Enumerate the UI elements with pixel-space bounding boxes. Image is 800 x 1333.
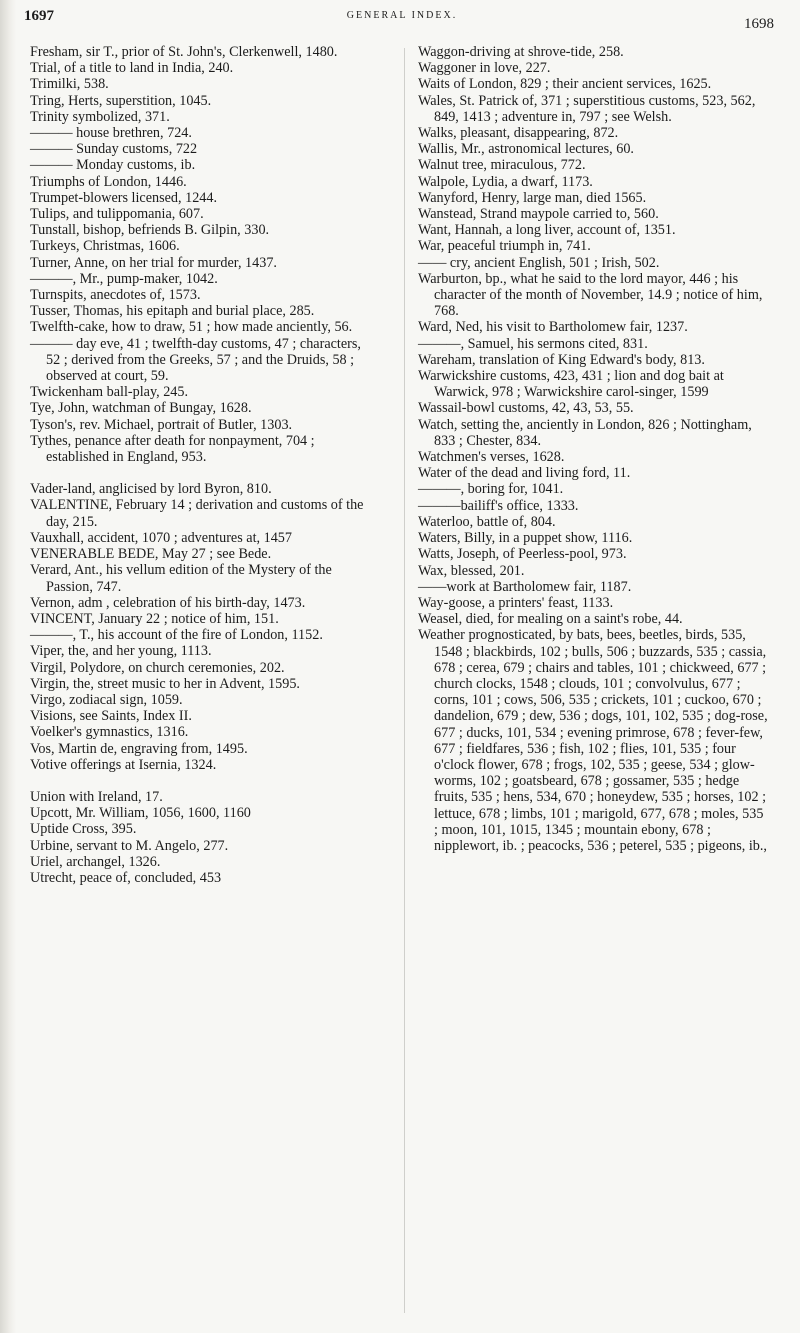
index-entry: Want, Hannah, a long liver, account of, 1351. [418, 222, 676, 239]
page-number-right: 1698 [744, 16, 774, 32]
index-entry: Tring, Herts, superstition, 1045. [30, 92, 212, 109]
index-entry: Uriel, archangel, 1326. [30, 853, 161, 870]
index-entry: Weasel, died, for mealing on a saint's robe, 44. [418, 611, 683, 628]
page-binding-shadow [0, 0, 16, 1333]
index-entry: Virgil, Polydore, on church ceremonies, 202. [30, 659, 285, 676]
index-entry: Vauxhall, accident, 1070 ; adventures at, 1457 [30, 529, 292, 546]
index-entry: Tythes, penance after death for nonpayment, 704 ; established in England, 953. [30, 432, 315, 466]
index-entry: Wareham, translation of King Edward's body, 813. [418, 351, 705, 368]
index-entry: ———, boring for, 1041. [418, 481, 564, 498]
index-entry: VINCENT, January 22 ; notice of him, 151. [30, 610, 279, 627]
index-entry: ———bailiff's office, 1333. [418, 497, 579, 514]
index-entry: Wassail-bowl customs, 42, 43, 53, 55. [418, 400, 634, 417]
index-entry: Twickenham ball-play, 245. [30, 384, 189, 401]
index-entry: Walks, pleasant, disappearing, 872. [418, 125, 619, 142]
index-entry: Turnspits, anecdotes of, 1573. [30, 287, 201, 304]
index-entry: Utrecht, peace of, concluded, 453 [30, 869, 222, 886]
index-entry: ———, Samuel, his sermons cited, 831. [418, 335, 648, 352]
index-entry: Visions, see Saints, Index II. [30, 708, 192, 725]
index-entry: Warwickshire customs, 423, 431 ; lion and dog bait at Warwick, 978 ; Warwickshire carol-singer, 1599 [418, 368, 724, 401]
index-entry: Fresham, sir T., prior of St. John's, Clerkenwell, 1480. [30, 44, 338, 60]
index-entry: Trinity symbolized, 371. [30, 108, 170, 125]
index-entry: ——— day eve, 41 ; twelfth-day customs, 47 ; characters, 52 ; derived from the Greeks, 57 ; and the Druids, 58 ; observed at court, 59. [30, 335, 361, 385]
index-entry: Turkeys, Christmas, 1606. [30, 238, 180, 255]
index-entry: Viper, the, and her young, 1113. [30, 643, 212, 660]
index-entry: VENERABLE BEDE, May 27 ; see Bede. [30, 546, 272, 563]
index-entry: Votive offerings at Isernia, 1324. [30, 756, 217, 773]
index-column-left [30, 44, 375, 886]
index-entry: ——work at Bartholomew fair, 1187. [418, 578, 632, 595]
index-entry: Waggoner in love, 227. [418, 60, 551, 77]
index-entry: Virgo, zodiacal sign, 1059. [30, 691, 183, 708]
running-head: GENERAL INDEX. [346, 10, 458, 21]
index-entry: Virgin, the, street music to her in Advent, 1595. [30, 675, 300, 692]
index-entry: Way-goose, a printers' feast, 1133. [418, 594, 614, 611]
index-entry: Tulips, and tulippomania, 607. [30, 206, 204, 223]
index-entry: ———, T., his account of the fire of London, 1152. [30, 627, 323, 644]
index-entry: Trimilki, 538. [30, 76, 109, 93]
index-entry: ——— Monday customs, ib. [30, 157, 196, 174]
index-entry: ——— Sunday customs, 722 [30, 141, 198, 158]
page-number-left: 1697 [24, 8, 54, 24]
index-entry: Wax, blessed, 201. [418, 562, 525, 579]
index-entry: Waters, Billy, in a puppet show, 1116. [418, 530, 633, 547]
index-entry: Weather prognosticated, by bats, bees, beetles, birds, 535, 1548 ; blackbirds, 102 ; bulls, 506 ; buzzards, 535 ; cassia, 678 ; cerea, 679 ; chairs and tables, 101 ; chickweed, 677 ; church clocks, 1548 ; clouds, 101 ; convolvulus, 677 ; corns, 101 ; cows, 506, 535 ; crickets, 101 ; cuckoo, 670 ; dandelion, 679 ; dew, 536 ; dogs, 101, 102, 535 ; dog-rose, 677 ; ducks, 101, 534 ; evening primrose, 678 ; fever-few, 677 ; fieldfares, 536 ; fish, 102 ; flies, 101, 535 ; four o'clock flower, 678 ; frogs, 102, 535 ; geese, 534 ; glow-worms, 102 ; goatsbeard, 678 ; gossamer, 535 ; hedge fruits, 535 ; hens, 534, 670 ; honeydew, 535 ; horses, 102 ; lettuce, 678 ; limbs, 101 ; marigold, 677, 678 ; moles, 535 ; moon, 101, 1015, 1345 ; mountain ebony, 678 ; nipplewort, ib. ; peacocks, 536 ; peterel, 535 ; pigeons, ib., [418, 627, 768, 854]
index-entry: Tyson's, rev. Michael, portrait of Butler, 1303. [30, 416, 293, 433]
index-entry: Warburton, bp., what he said to the lord mayor, 446 ; his character of the month of November, 14.9 ; notice of him, 768. [418, 270, 763, 320]
index-entry: Walpole, Lydia, a dwarf, 1173. [418, 173, 593, 190]
index-entry: Verard, Ant., his vellum edition of the Mystery of the Passion, 747. [30, 562, 332, 595]
index-entry: Trial, of a title to land in India, 240. [30, 60, 234, 77]
index-entry: Union with Ireland, 17. [30, 788, 163, 805]
index-entry: Wales, St. Patrick of, 371 ; superstitious customs, 523, 562, 849, 1413 ; adventure in, 797 ; see Welsh. [418, 92, 756, 125]
index-entry: Watts, Joseph, of Peerless-pool, 973. [418, 546, 627, 563]
index-entry: Tunstall, bishop, befriends B. Gilpin, 330. [30, 222, 270, 239]
section-gap [30, 773, 375, 789]
index-entry: Vader-land, anglicised by lord Byron, 810. [30, 481, 272, 498]
index-entry: Vernon, adm , celebration of his birth-day, 1473. [30, 594, 306, 611]
section-gap [30, 465, 375, 481]
index-entry: Water of the dead and living ford, 11. [418, 465, 631, 482]
index-entry: Tusser, Thomas, his epitaph and burial place, 285. [30, 303, 315, 320]
index-entry: ———, Mr., pump-maker, 1042. [30, 270, 218, 287]
index-entry: Triumphs of London, 1446. [30, 173, 187, 190]
index-entry: Waits of London, 829 ; their ancient services, 1625. [418, 76, 712, 93]
index-entry: Watch, setting the, anciently in London, 826 ; Nottingham, 833 ; Chester, 834. [418, 416, 752, 449]
index-entry: Tye, John, watchman of Bungay, 1628. [30, 400, 252, 417]
index-entry: Waterloo, battle of, 804. [418, 513, 556, 530]
index-entry: ——— house brethren, 724. [30, 125, 192, 142]
index-entry: Wanyford, Henry, large man, died 1565. [418, 189, 647, 206]
index-entry: Watchmen's verses, 1628. [418, 449, 565, 466]
index-entry: War, peaceful triumph in, 741. [418, 238, 591, 255]
index-entry: Trumpet-blowers licensed, 1244. [30, 189, 218, 206]
index-entry: Urbine, servant to M. Angelo, 277. [30, 837, 229, 854]
index-column-right [418, 44, 770, 854]
index-entry: Uptide Cross, 395. [30, 821, 137, 838]
column-divider [404, 48, 405, 1313]
index-entry: VALENTINE, February 14 ; derivation and customs of the day, 215. [30, 497, 364, 530]
index-entry: Upcott, Mr. William, 1056, 1600, 1160 [30, 805, 251, 822]
index-entry: Twelfth-cake, how to draw, 51 ; how made anciently, 56. [30, 319, 353, 336]
index-entry: Walnut tree, miraculous, 772. [418, 157, 586, 174]
index-entry: Turner, Anne, on her trial for murder, 1437. [30, 254, 277, 271]
index-entry: Voelker's gymnastics, 1316. [30, 724, 189, 741]
index-entry: Waggon-driving at shrove-tide, 258. [418, 44, 624, 60]
index-entry: Wanstead, Strand maypole carried to, 560. [418, 206, 659, 223]
index-entry: Ward, Ned, his visit to Bartholomew fair, 1237. [418, 319, 688, 336]
page-header [24, 8, 780, 38]
index-entry: Vos, Martin de, engraving from, 1495. [30, 740, 248, 757]
index-entry: Wallis, Mr., astronomical lectures, 60. [418, 141, 634, 158]
index-entry: —— cry, ancient English, 501 ; Irish, 502. [418, 254, 660, 271]
